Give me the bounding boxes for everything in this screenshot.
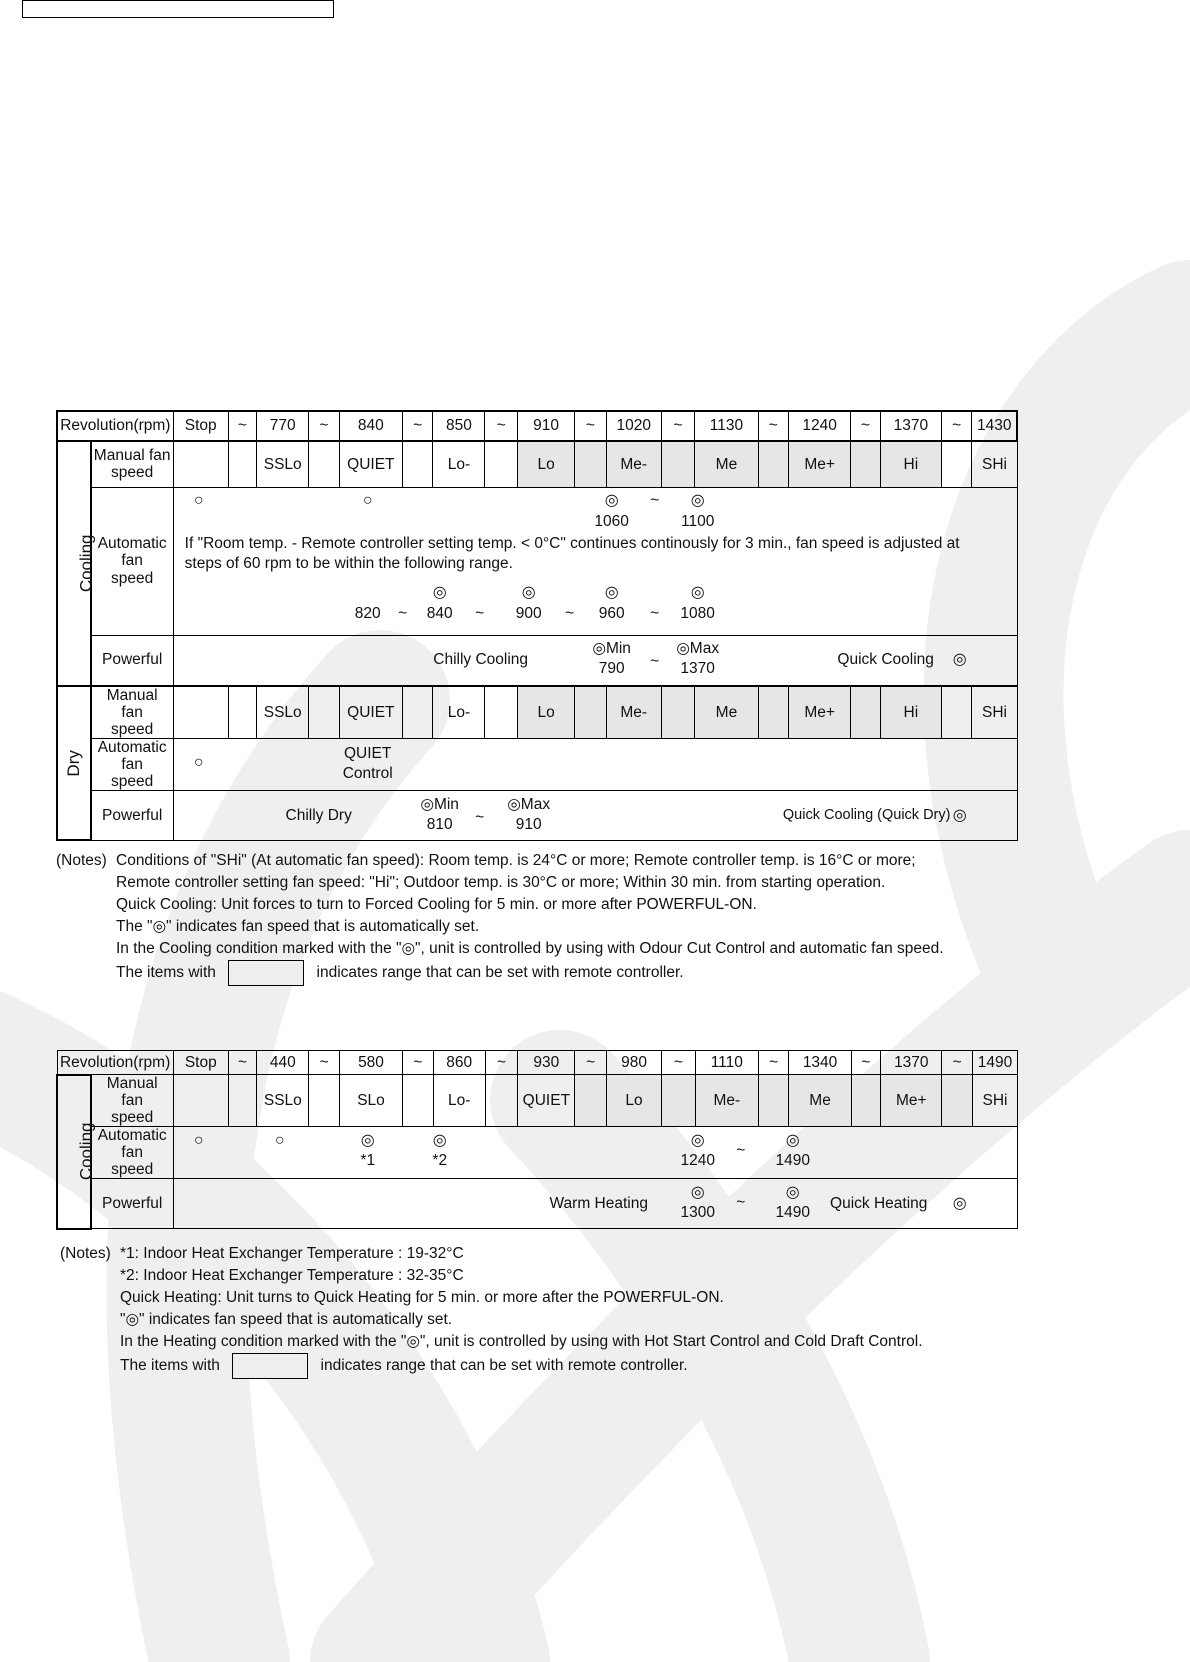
double-circle-symbol: ◎ — [690, 1132, 705, 1150]
speed-shi: SHi — [972, 686, 1017, 738]
heating-section-label: Cooling — [57, 1075, 91, 1229]
tilde: ~ — [736, 1194, 746, 1212]
speed-lo: Lo — [518, 441, 575, 487]
powerful-label: Powerful — [91, 790, 174, 840]
double-circle-symbol: ◎ — [432, 583, 447, 601]
double-circle-symbol: ◎ — [690, 491, 705, 509]
tilde: ~ — [475, 808, 485, 826]
dry-auto-row — [57, 738, 1017, 790]
note-line: Quick Cooling: Unit forces to turn to Forced Cooling for 5 min. or more after POWERFUL-ON. — [116, 896, 757, 913]
note-line: Conditions of "SHi" (At automatic fan speed): Room temp. is 24°C or more; Remote controller temp. is 16°C or more; — [116, 852, 916, 869]
note-line-legend — [120, 1353, 688, 1379]
note-line: *1: Indoor Heat Exchanger Temperature : 19-32°C — [120, 1245, 464, 1262]
highlight-swatch — [228, 960, 304, 986]
speed-me-minus: Me- — [606, 441, 661, 487]
manual-fan-speed-label: Manual fan speed — [91, 686, 174, 738]
auto-fan-speed-label: Automatic fan speed — [91, 487, 174, 635]
quiet-label: QUIET — [343, 744, 392, 762]
auto-condition-text-line1: If "Room temp. - Remote controller setting temp. < 0°C" continues continously for 3 min., fan speed is adjusted at — [184, 534, 960, 552]
quick-cooling-label: Quick Cooling — [837, 650, 934, 668]
revolution-label: Revolution(rpm) — [57, 411, 173, 441]
heating-fan-speed-table — [56, 1050, 1018, 1230]
tilde: ~ — [650, 491, 660, 509]
min-label: ◎Min — [592, 639, 631, 657]
rpm-tilde: ~ — [228, 1051, 257, 1075]
rpm-value: 1240 — [789, 411, 851, 441]
rpm-tilde: ~ — [942, 1051, 973, 1075]
double-circle-symbol: ◎ — [785, 1184, 800, 1202]
note-line: The "◎" indicates fan speed that is automatically set. — [116, 918, 480, 935]
dry-section-label: Dry — [57, 686, 91, 840]
rpm-value: 840 — [339, 411, 402, 441]
rpm-value: 910 — [518, 411, 575, 441]
cooling-manual-row — [57, 441, 1017, 487]
tilde: ~ — [565, 604, 575, 622]
rpm-tilde: ~ — [575, 1051, 607, 1075]
rpm-1240: 1240 — [680, 1152, 715, 1170]
speed-lo-minus: Lo- — [433, 686, 485, 738]
double-circle-symbol: ◎ — [785, 1132, 800, 1150]
double-circle-symbol: ◎ — [360, 1132, 375, 1150]
revolution-header-row — [57, 1051, 1018, 1075]
rpm-1100: 1100 — [681, 512, 715, 530]
rpm-tilde: ~ — [309, 411, 340, 441]
double-circle-symbol: ◎ — [521, 583, 536, 601]
speed-sslo: SSLo — [257, 1075, 309, 1127]
double-circle-symbol: ◎ — [690, 583, 705, 601]
rpm-1080: 1080 — [680, 604, 715, 622]
items-with-text: The items with — [120, 1357, 220, 1375]
speed-shi: SHi — [972, 1075, 1017, 1127]
rpm-tilde: ~ — [758, 411, 789, 441]
double-circle-symbol: ◎ — [690, 1184, 705, 1202]
warm-heating-label: Warm Heating — [549, 1195, 648, 1213]
speed-sslo: SSLo — [257, 441, 309, 487]
dry-powerful-content — [173, 790, 1017, 840]
rpm-1490: 1490 — [775, 1152, 810, 1170]
rpm-tilde: ~ — [662, 1051, 696, 1075]
speed-quiet: QUIET — [339, 441, 402, 487]
dry-manual-row — [57, 686, 1017, 738]
speed-lo: Lo — [518, 686, 575, 738]
speed-me: Me — [789, 1075, 851, 1127]
circle-symbol: ○ — [362, 491, 373, 509]
double-circle-symbol: ◎ — [952, 1195, 967, 1213]
chilly-dry-label: Chilly Dry — [285, 806, 352, 824]
rpm-tilde: ~ — [851, 1051, 881, 1075]
cooling-powerful-row — [57, 635, 1017, 685]
speed-me-plus: Me+ — [789, 441, 851, 487]
speed-quiet: QUIET — [518, 1075, 575, 1127]
speed-shi: SHi — [972, 441, 1017, 487]
rpm-820: 820 — [354, 604, 381, 622]
dry-powerful-row — [57, 790, 1017, 840]
rpm-tilde: ~ — [575, 411, 607, 441]
cooling-auto-row — [57, 487, 1017, 635]
rpm-tilde: ~ — [661, 411, 695, 441]
rpm-value: 770 — [257, 411, 309, 441]
dry-auto-content — [173, 738, 1017, 790]
speed-lo: Lo — [607, 1075, 662, 1127]
auto-condition-text-line2: steps of 60 rpm to be within the following range. — [184, 554, 513, 572]
rpm-value: 1130 — [695, 411, 758, 441]
rpm-value: 1370 — [880, 411, 941, 441]
quick-heating-label: Quick Heating — [830, 1195, 928, 1213]
circle-symbol: ○ — [193, 1132, 204, 1150]
rpm-tilde: ~ — [403, 1051, 434, 1075]
rpm-value: 1490 — [972, 1051, 1017, 1075]
rpm-790: 790 — [598, 659, 625, 677]
circle-symbol: ○ — [193, 491, 204, 509]
rpm-tilde: ~ — [309, 1051, 340, 1075]
rpm-value: 580 — [339, 1051, 402, 1075]
rpm-900: 900 — [515, 604, 542, 622]
heating-notes — [60, 1243, 1020, 1383]
cooling-notes — [56, 850, 1016, 990]
powerful-label: Powerful — [91, 1179, 174, 1229]
rpm-value: 860 — [433, 1051, 485, 1075]
circle-symbol: ○ — [274, 1132, 285, 1150]
rpm-tilde: ~ — [228, 411, 257, 441]
auto-fan-speed-label: Automatic fan speed — [91, 1127, 174, 1179]
speed-quiet: QUIET — [339, 686, 402, 738]
max-label: ◎Max — [676, 639, 720, 657]
revolution-label: Revolution(rpm) — [57, 1051, 173, 1075]
note-line: *2: Indoor Heat Exchanger Temperature : 32-35°C — [120, 1267, 464, 1284]
speed-hi: Hi — [880, 441, 941, 487]
rpm-value: 850 — [433, 411, 485, 441]
rpm-840: 840 — [426, 604, 453, 622]
tilde: ~ — [650, 652, 660, 670]
rpm-1370: 1370 — [680, 659, 715, 677]
speed-lo-minus: Lo- — [433, 1075, 485, 1127]
heating-powerful-content — [173, 1179, 1017, 1229]
powerful-label: Powerful — [91, 635, 174, 685]
revolution-header-row — [57, 411, 1017, 441]
speed-lo-minus: Lo- — [433, 441, 485, 487]
rpm-910: 910 — [515, 815, 542, 833]
auto-fan-speed-label: Automatic fan speed — [91, 738, 174, 790]
note-ref-2: *2 — [432, 1152, 448, 1170]
note-line: Quick Heating: Unit turns to Quick Heating for 5 min. or more after the POWERFUL-ON. — [120, 1289, 724, 1306]
speed-slo: SLo — [339, 1075, 402, 1127]
double-circle-symbol: ◎ — [604, 583, 619, 601]
speed-me-plus: Me+ — [881, 1075, 942, 1127]
circle-symbol: ○ — [193, 753, 204, 771]
note-line: "◎" indicates fan speed that is automatically set. — [120, 1311, 453, 1328]
note-line-legend — [116, 960, 684, 986]
rpm-tilde: ~ — [851, 411, 881, 441]
rpm-1300: 1300 — [680, 1204, 715, 1222]
rpm-tilde: ~ — [402, 411, 433, 441]
heating-auto-row — [57, 1127, 1018, 1179]
double-circle-symbol: ◎ — [952, 806, 967, 824]
double-circle-symbol: ◎ — [604, 491, 619, 509]
speed-me: Me — [695, 441, 758, 487]
rpm-stop: Stop — [173, 1051, 228, 1075]
cooling-powerful-content — [173, 635, 1017, 685]
highlight-swatch — [232, 1353, 308, 1379]
items-range-text: indicates range that can be set with remote controller. — [316, 964, 684, 982]
note-ref-1: *1 — [360, 1152, 376, 1170]
rpm-value: 930 — [518, 1051, 575, 1075]
rpm-1490: 1490 — [775, 1204, 810, 1222]
rpm-value: 1110 — [695, 1051, 758, 1075]
quick-cooling-dry-label: Quick Cooling (Quick Dry) — [782, 806, 951, 823]
double-circle-symbol: ◎ — [952, 650, 967, 668]
rpm-value: 1340 — [789, 1051, 851, 1075]
speed-me: Me — [695, 686, 758, 738]
rpm-1060: 1060 — [594, 512, 629, 530]
notes-prefix: (Notes) — [56, 852, 107, 869]
double-circle-symbol: ◎ — [432, 1132, 447, 1150]
cooling-section-label: Cooling — [57, 441, 91, 686]
rpm-value: 440 — [257, 1051, 309, 1075]
note-line: Remote controller setting fan speed: "Hi"; Outdoor temp. is 30°C or more; Within 30 min. from starting operation. — [116, 874, 886, 891]
speed-me-minus: Me- — [606, 686, 661, 738]
cooling-auto-content — [173, 487, 1017, 635]
items-with-text: The items with — [116, 964, 216, 982]
rpm-810: 810 — [426, 815, 453, 833]
rpm-tilde: ~ — [758, 1051, 789, 1075]
rpm-tilde: ~ — [485, 1051, 518, 1075]
chilly-cooling-label: Chilly Cooling — [433, 650, 529, 668]
control-label: Control — [342, 764, 393, 782]
cooling-fan-speed-table — [56, 410, 1018, 841]
rpm-value: 980 — [607, 1051, 662, 1075]
manual-fan-speed-label: Manual fan speed — [91, 1075, 174, 1127]
manual-fan-speed-label: Manual fan speed — [91, 441, 174, 487]
min-label: ◎Min — [420, 795, 459, 813]
rpm-value: 1020 — [606, 411, 661, 441]
heating-auto-content — [173, 1127, 1017, 1179]
tilde: ~ — [736, 1142, 746, 1160]
rpm-value: 1370 — [881, 1051, 942, 1075]
tilde: ~ — [650, 604, 660, 622]
header-box — [22, 0, 334, 18]
rpm-tilde: ~ — [485, 411, 518, 441]
speed-me-plus: Me+ — [789, 686, 851, 738]
speed-sslo: SSLo — [257, 686, 309, 738]
items-range-text: indicates range that can be set with remote controller. — [320, 1357, 688, 1375]
rpm-960: 960 — [598, 604, 625, 622]
speed-me-minus: Me- — [695, 1075, 758, 1127]
heating-manual-row — [57, 1075, 1018, 1127]
notes-prefix: (Notes) — [60, 1245, 111, 1262]
note-line: In the Cooling condition marked with the "◎", unit is controlled by using with Odour Cut Control and automatic fan speed. — [116, 940, 944, 957]
rpm-stop: Stop — [173, 411, 228, 441]
tilde: ~ — [475, 604, 485, 622]
rpm-value: 1430 — [972, 411, 1017, 441]
note-line: In the Heating condition marked with the "◎", unit is controlled by using with Hot Start Control and Cold Draft Control. — [120, 1333, 923, 1350]
speed-hi: Hi — [880, 686, 941, 738]
heating-powerful-row — [57, 1179, 1018, 1229]
max-label: ◎Max — [507, 795, 551, 813]
tilde: ~ — [398, 604, 408, 622]
rpm-tilde: ~ — [941, 411, 972, 441]
